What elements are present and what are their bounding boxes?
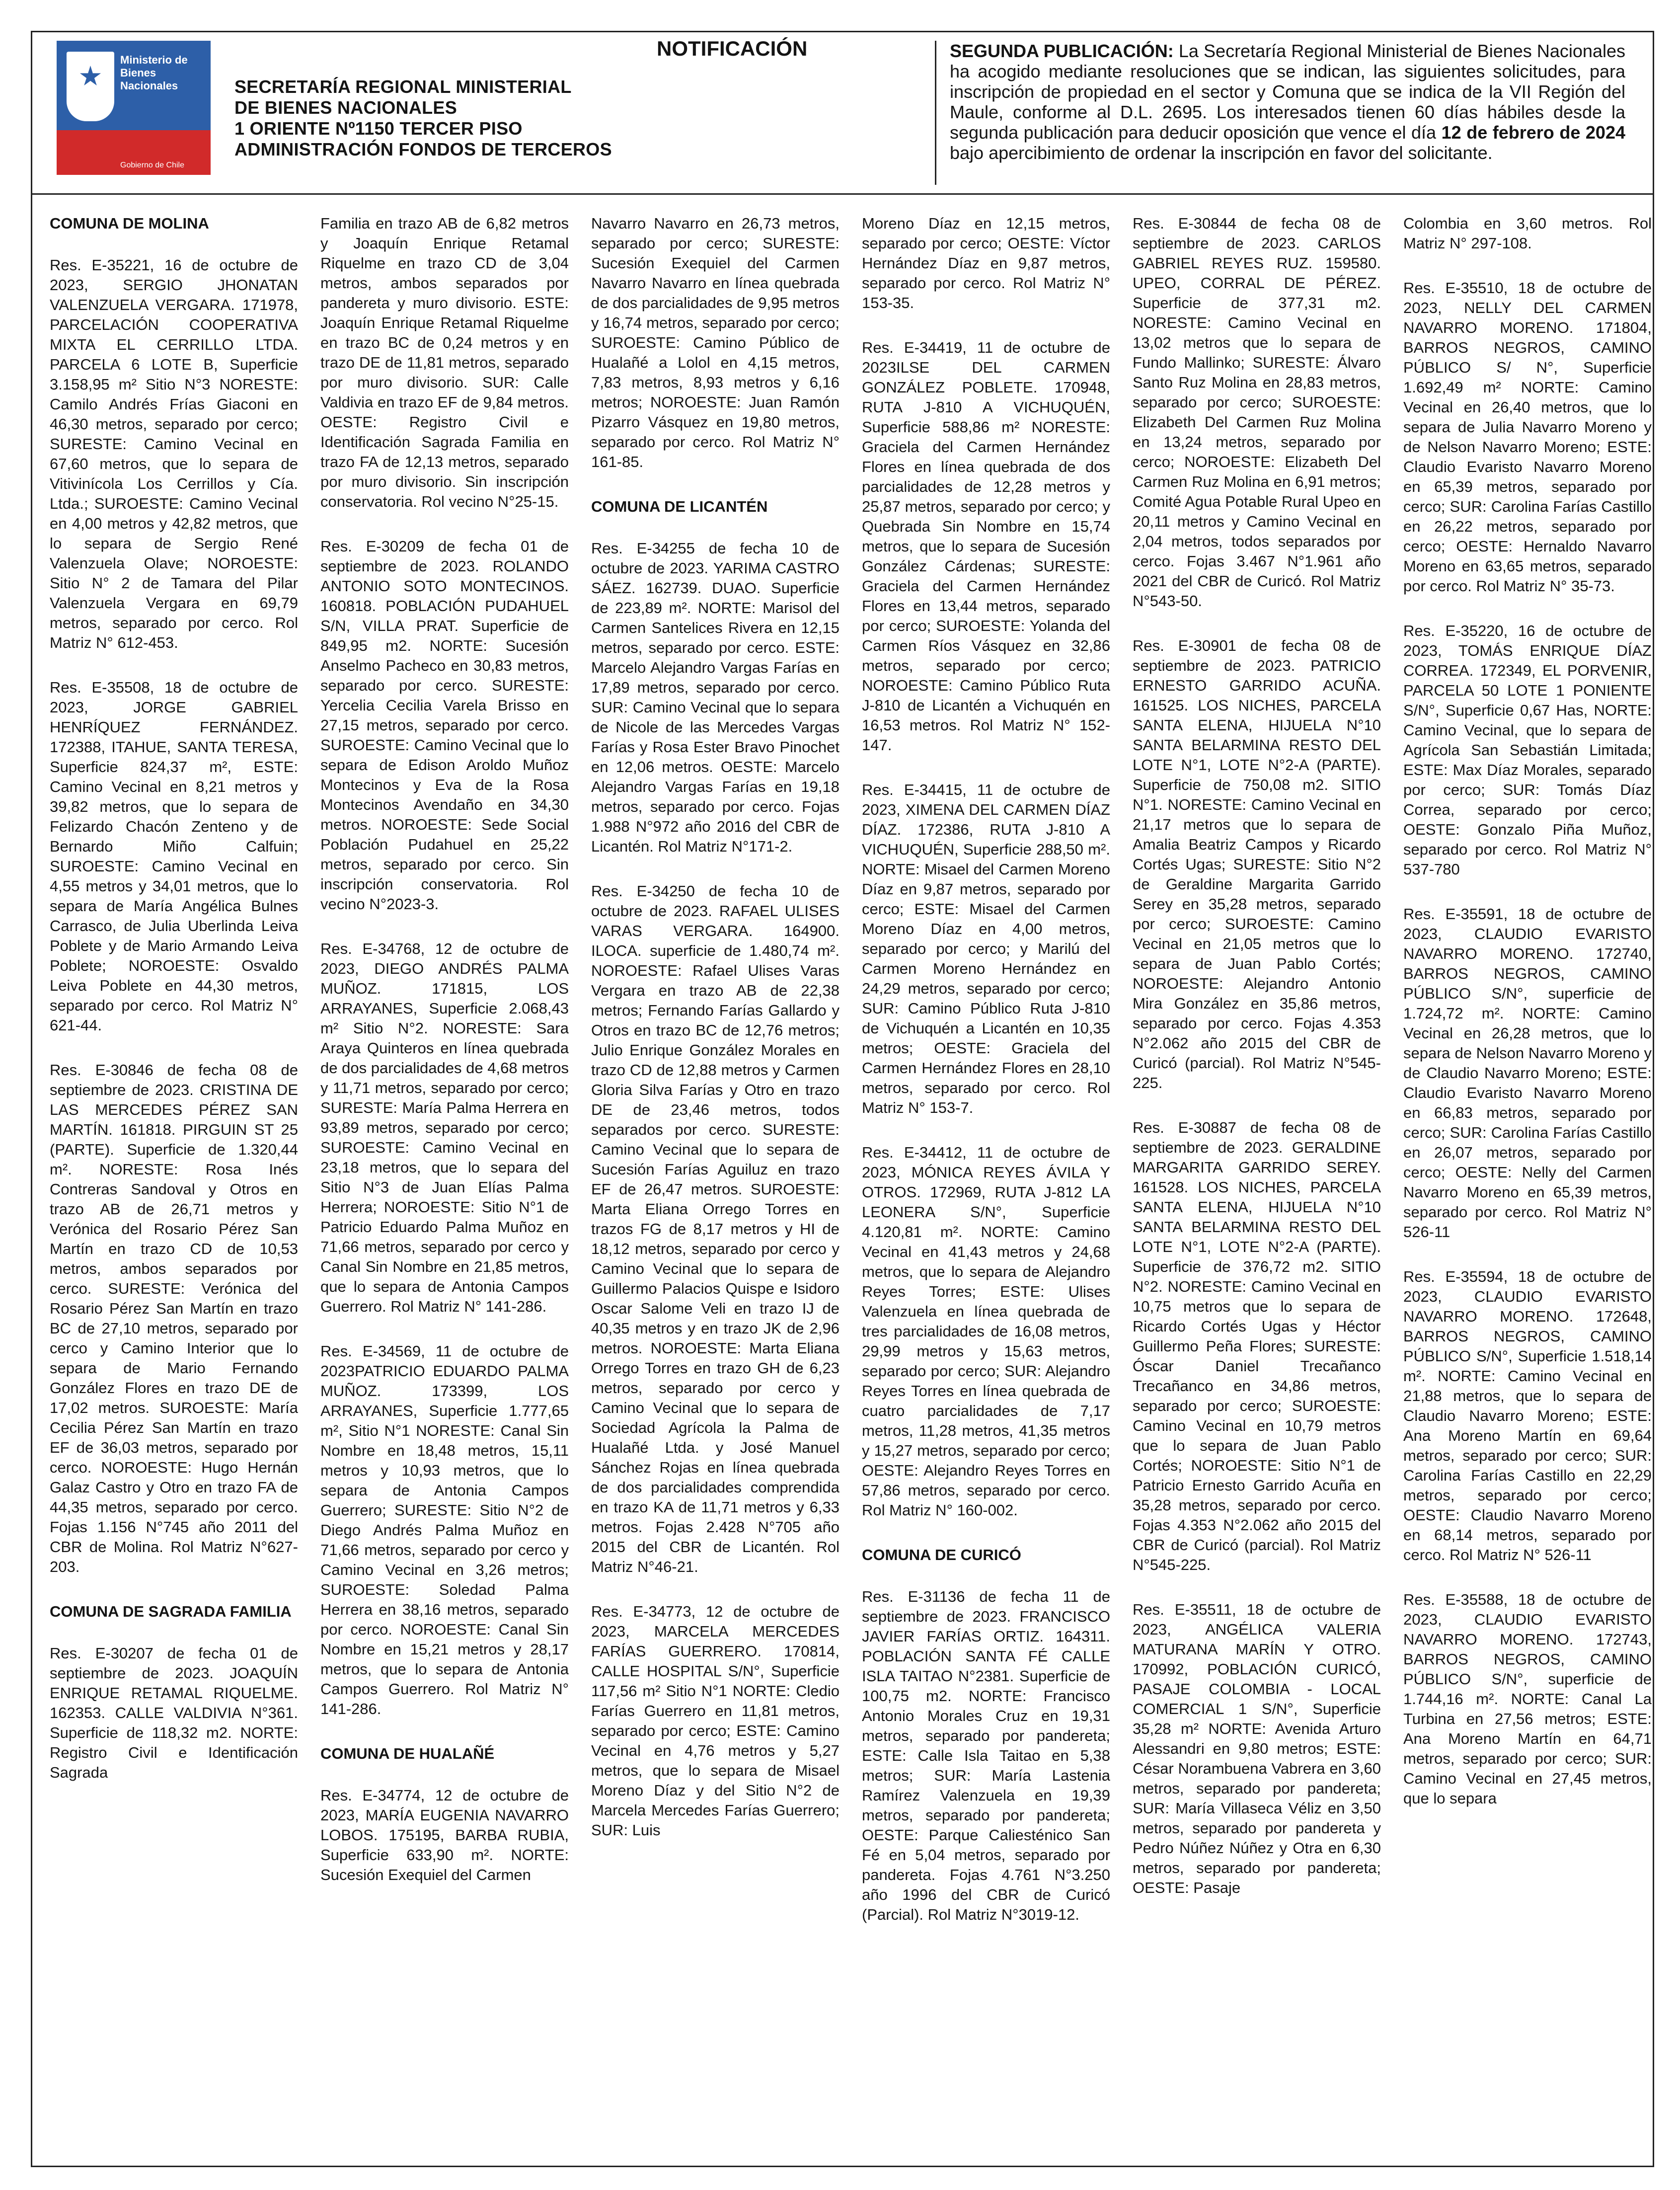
column [591,214,840,2151]
org-line: DE BIENES NACIONALES [234,97,458,118]
column [320,214,569,2151]
coat-of-arms-icon [67,52,114,121]
resolution-entry: Res. E-34415, 11 de octubre de 2023, XIMENA DEL CARMEN DÍAZ DÍAZ. 172386, RUTA J-810 A VICHUQUÉN, Superficie 288,50 m². NORTE: Misael del Carmen Moreno Díaz en 9,87 metros, separado por cerco; ESTE: Misael del Carmen Moreno Díaz en 4,00 metros, separado por cerco; y Marilú del Carmen Moreno Hernández en 24,29 metros, separado por cerco; SUR: Camino Público Ruta J-810 de Vichuquén a Licantén en 10,35 metros; OESTE: Graciela del Carmen Hernández Flores en 28,10 metros, separado por cerco. Rol Matriz N° 153-7. [862,781,1110,1116]
resolution-entry: Res. E-34419, 11 de octubre de 2023ILSE DEL CARMEN GONZÁLEZ POBLETE. 170948, RUTA J-810 A VICHUQUÉN, Superficie 588,86 m² NORESTE: Graciela del Carmen Hernández Flores en línea quebrada de dos parcialidades de 12,28 metros y 25,87 metros, separado por cerco; y Quebrada Sin Nombre en 15,74 metros, que lo separa de Sucesión González Cárdenas; SURESTE: Graciela del Carmen Hernández Flores en 13,44 metros, separado por cerco; SUROESTE: Yolanda del Carmen Ríos Vásquez en 32,86 metros, separado por cerco; NOROESTE: Camino Público Ruta J-810 de Licantén a Vichuquén en 16,53 metros. Rol Matriz N° 152-147. [862,339,1110,754]
resolution-entry: Res. E-30844 de fecha 08 de septiembre de 2023. CARLOS GABRIEL REYES RUZ. 159580. UPEO, CORRAL DE PÉREZ. Superficie de 377,31 m2. NORESTE: Camino Vecinal en 13,02 metros que lo separa de Fundo Mallinko; SURESTE: Álvaro Santo Ruz Molina en 28,83 metros, separado por cerco; SUROESTE: Elizabeth Del Carmen Ruz Molina en 13,24 metros, separado por cerco; NOROESTE: Elizabeth Del Carmen Ruz Molina en 6,91 metros; Comité Agua Potable Rural Upeo en 20,11 metros y Camino Vecinal en 2,04 metros, todos separados por cerco. Fojas 3.467 N°1.961 año 2021 del CBR de Curicó. Rol Matriz N°543-50. [1133,215,1381,610]
resolution-entry: Res. E-31136 de fecha 11 de septiembre de 2023. FRANCISCO JAVIER FARÍAS ORTIZ. 164311. POBLACIÓN SANTA FÉ CALLE ISLA TAITAO N°2381. Superficie de 100,75 m2. NORTE: Francisco Antonio Morales Cruz en 19,31 metros, separado por pandereta; ESTE: Calle Isla Taitao en 5,38 metros; SUR: María Lastenia Ramírez Valenzuela en 19,39 metros, separado por pandereta; OESTE: Parque Caliesténico San Fé en 5,04 metros, separado por pandereta. Fojas 4.761 N°3.250 año 1996 del CBR de Curicó (Parcial). Rol Matriz N°3019-12. [862,1588,1110,1923]
org-line: SECRETARÍA REGIONAL MINISTERIAL [234,77,572,97]
commune-heading: COMUNA DE SAGRADA FAMILIA [50,1603,292,1620]
notice-title: NOTIFICACIÓN [657,37,808,60]
column [862,214,1110,2151]
publication-tail: bajo apercibimiento de ordenar la inscripción en favor del solicitante. [950,143,1493,163]
notice-header [31,31,1654,195]
resolution-entry: Familia en trazo AB de 6,82 metros y Joaquín Enrique Retamal Riquelme en trazo CD de 3,04 metros, ambos separados por pandereta y muro divisorio. ESTE: Joaquín Enrique Retamal Riquelme en trazo BC de 0,24 metros y en trazo DE de 11,81 metros, separado por muro divisorio. SUR: Calle Valdivia en trazo EF de 9,84 metros. OESTE: Registro Civil e Identificación Sagrada Familia en trazo FA de 12,13 metros, separado por muro divisorio. Sin inscripción conservatoria. Rol vecino N°25-15. [320,215,569,510]
notice-columns [50,214,1652,2151]
resolution-entry: Res. E-34250 de fecha 10 de octubre de 2023. RAFAEL ULISES VARAS VERGARA. 164900. ILOCA. superficie de 1.480,74 m². NOROESTE: Rafael Ulises Varas Vergara en trazo AB de 22,38 metros; Fernando Farías Gallardo y Otros en trazo BC de 12,76 metros; Julio Enrique González Morales en trazo CD de 12,88 metros y Carmen Gloria Silva Farías y Otro en trazo DE de 23,46 metros, todos separados por cerco. SURESTE: Camino Vecinal que lo separa de Sucesión Farías Aguiluz en trazo EF de 26,47 metros. SUROESTE: Marta Eliana Orrego Torres en trazos FG de 8,17 metros y HI de 18,12 metros, separado por cerco y Camino Vecinal que lo separa de Guillermo Palacios Quispe e Isidoro Oscar Salome Veli en trazo IJ de 40,35 metros y en trazo JK de 2,96 metros. NOROESTE: Marta Eliana Orrego Torres en trazo GH de 6,23 metros, separado por cerco y Camino Vecinal que lo separa de Sociedad Agrícola la Palma de Hualañé Ltda. y José Manuel Sánchez Rojas en línea quebrada de dos parcialidades comprendida en trazo KA de 11,71 metros y 6,33 metros. Fojas 2.428 N°705 año 2015 del CBR de Licantén. Rol Matriz N°46-21. [591,882,840,1575]
resolution-entry: Res. E-34774, 12 de octubre de 2023, MARÍA EUGENIA NAVARRO LOBOS. 175195, BARBA RUBIA, Superficie 633,90 m². NORTE: Sucesión Exequiel del Carmen [320,1787,569,1883]
resolution-entry: Res. E-30209 de fecha 01 de septiembre de 2023. ROLANDO ANTONIO SOTO MONTECINOS. 160818. POBLACIÓN PUDAHUEL S/N, VILLA PRAT. Superficie de 849,95 m2. NORTE: Sucesión Anselmo Pacheco en 30,83 metros, separado por cerco. SURESTE: Yercelia Cecilia Varela Brisso en 27,15 metros, separado por cerco. SUROESTE: Camino Vecinal que lo separa de Edison Aroldo Muñoz Montecinos y Eva de la Rosa Montecinos Avendaño en 34,30 metros. NOROESTE: Sede Social Población Pudahuel en 25,22 metros, separado por cerco. Sin inscripción conservatoria. Rol vecino N°2023-3. [320,538,569,913]
ministry-logo [57,41,211,175]
resolution-entry: Navarro Navarro en 26,73 metros, separado por cerco; SURESTE: Sucesión Exequiel del Carmen Navarro Navarro en línea quebrada de dos parcialidades de 9,95 metros y 16,74 metros, separado por cerco; SUROESTE: Camino Público de Hualañé a Lolol en 4,15 metros, 7,83 metros, 8,93 metros y 6,16 metros; NOROESTE: Juan Ramón Pizarro Vásquez en 19,80 metros, separado por cerco. Rol Matriz N° 161-85. [591,215,840,470]
publication-deadline: 12 de febrero de 2024 [1441,122,1625,143]
resolution-entry: Res. E-30846 de fecha 08 de septiembre de 2023. CRISTINA DE LAS MERCEDES PÉREZ SAN MARTÍN. 161818. PIRGUIN ST 25 (PARTE). Superficie de 1.320,44 m². NORESTE: Rosa Inés Contreras Sandoval y Otros en trazo AB de 26,71 metros y Verónica del Rosario Pérez San Martín en trazo CD de 10,53 metros, ambos separados por cerco. SURESTE: Verónica del Rosario Pérez San Martín en trazo BC de 27,10 metros, separado por cerco y Camino Interior que lo separa de Mario Fernando González Flores en trazo DE de 17,02 metros. SUROESTE: María Cecilia Pérez San Martín en trazo EF de 36,03 metros, separado por cerco. NOROESTE: Hugo Hernán Galaz Castro y Otro en trazo FA de 44,35 metros, separado por cerco. Fojas 1.156 N°745 año 2011 del CBR de Molina. Rol Matriz N°627-203. [50,1061,298,1575]
org-line: 1 ORIENTE Nº1150 TERCER PISO [234,118,523,139]
resolution-entry: Res. E-35221, 16 de octubre de 2023, SERGIO JHONATAN VALENZUELA VERGARA. 171978, PARCELACIÓN COOPERATIVA MIXTA EL CERRILLO LTDA. PARCELA 6 LOTE B, Superficie 3.158,95 m² Sitio N°3 NORESTE: Camilo Andrés Frías Giaconi en 46,30 metros, separado por cerco; SURESTE: Camino Vecinal en 67,60 metros, que lo separa de Vitivinícola Los Cerrillos y Cía. Ltda.; SUROESTE: Camino Vecinal en 4,00 metros y 42,82 metros, que lo separa de Sergio René Valenzuela Olave; NOROESTE: Sitio N° 2 de Tamara del Pilar Valenzuela Vergara en 69,79 metros, separado por cerco. Rol Matriz N° 612-453. [50,256,298,651]
publication-text: La Secretaría Regional Ministerial de Bienes Nacionales ha acogido mediante resoluciones que se indican, las siguientes solicitudes, para inscripción de propiedad en el sector y Comuna que se indica de la VII Región del Maule, conforme al D.L. 2695. Los interesados tienen 60 días hábiles desde la segunda publicación para deducir oposición que vence el día [950,41,1625,143]
resolution-entry: Res. E-34255 de fecha 10 de octubre de 2023. YARIMA CASTRO SÁEZ. 162739. DUAO. Superficie de 223,89 m². NORTE: Marisol del Carmen Santelices Rivera en 12,15 metros, separado por cerco. ESTE: Marcelo Alejandro Vargas Farías en 17,89 metros, separado por cerco. SUR: Camino Vecinal que lo separa de Nicole de las Mercedes Vargas Farías y Rosa Ester Bravo Pinochet en 12,06 metros. OESTE: Marcelo Alejandro Vargas Farías en 19,18 metros, separado por cerco. Fojas 1.988 N°972 año 2016 del CBR de Licantén. Rol Matriz N°171-2. [591,540,840,855]
resolution-entry: Res. E-35594, 18 de octubre de 2023, CLAUDIO EVARISTO NAVARRO MORENO. 172648, BARROS NEGROS, CAMINO PÚBLICO S/N°, Superficie 1.518,14 m². NORTE: Camino Vecinal en 21,88 metros, que lo separa de Claudio Navarro Moreno; ESTE: Ana Moreno Martín en 69,64 metros, separado por cerco; SUR: Carolina Farías Castillo en 22,29 metros, separado por cerco; OESTE: Claudio Navarro Moreno en 68,14 metros, separado por cerco. Rol Matriz N° 526-11 [1403,1268,1652,1564]
resolution-entry: Res. E-30207 de fecha 01 de septiembre de 2023. JOAQUÍN ENRIQUE RETAMAL RIQUELME. 162353. CALLE VALDIVIA N°361. Superficie de 118,32 m2. NORTE: Registro Civil e Identificación Sagrada [50,1644,298,1781]
resolution-entry: Res. E-34412, 11 de octubre de 2023, MÓNICA REYES ÁVILA Y OTROS. 172969, RUTA J-812 LA LEONERA S/N°, Superficie 4.120,81 m². NORTE: Camino Vecinal en 41,43 metros y 24,68 metros, que lo separa de Alejandro Reyes Torres; ESTE: Ulises Valenzuela en línea quebrada de tres parcialidades de 16,08 metros, 29,99 metros y 15,63 metros, separado por cerco; SUR: Alejandro Reyes Torres en línea quebrada de cuatro parcialidades de 7,17 metros, 11,28 metros, 41,35 metros y 15,27 metros, separado por cerco; OESTE: Alejandro Reyes Torres en 57,86 metros, separado por cerco. Rol Matriz N° 160-002. [862,1144,1110,1519]
resolution-entry: Res. E-35510, 18 de octubre de 2023, NELLY DEL CARMEN NAVARRO MORENO. 171804, BARROS NEGROS, CAMINO PÚBLICO S/ N°, Superficie 1.692,49 m² NORTE: Camino Vecinal en 26,40 metros, que lo separa de Julia Navarro Moreno y de Nelson Navarro Moreno; ESTE: Claudio Evaristo Navarro Moreno en 65,39 metros, separado por cerco; SUR: Carolina Farías Castillo en 26,22 metros, separado por cerco; OESTE: Hernaldo Navarro Moreno en 63,65 metros, separado por cerco. Rol Matriz N° 35-73. [1403,279,1652,595]
organization-block [234,77,612,160]
column [1133,214,1381,2151]
resolution-entry: Res. E-34768, 12 de octubre de 2023, DIEGO ANDRÉS PALMA MUÑOZ. 171815, LOS ARRAYANES, Superficie 2.068,43 m² Sitio N°2. NORESTE: Sara Araya Quinteros en línea quebrada de dos parcialidades de 4,68 metros y 11,71 metros, separado por cerco; SURESTE: María Palma Herrera en 93,89 metros, separado por cerco; SUROESTE: Camino Vecinal en 23,18 metros, que lo separa del Sitio N°3 de Juan Elías Palma Herrera; NOROESTE: Sitio N°1 de Patricio Eduardo Palma Muñoz en 71,66 metros, separado por cerco y Canal Sin Nombre en 21,85 metros, que lo separa de Antonia Campos Guerrero. Rol Matriz N° 141-286. [320,940,569,1315]
logo-footer: Gobierno de Chile [120,161,184,169]
resolution-entry: Res. E-35511, 18 de octubre de 2023, ANGÉLICA VALERIA MATURANA MARÍN Y OTRO. 170992, POBLACIÓN CURICÓ, PASAJE COLOMBIA - LOCAL COMERCIAL 1 S/N°, Superficie 35,28 m² NORTE: Avenida Arturo Alessandri en 9,80 metros; ESTE: César Norambuena Vabrera en 3,60 metros, separado por pandereta; SUR: María Villaseca Véliz en 3,50 metros, separado por pandereta y Pedro Núñez Núñez y Otra en 6,30 metros, separado por pandereta; OESTE: Pasaje [1133,1601,1381,1896]
resolution-entry: Res. E-35508, 18 de octubre de 2023, JORGE GABRIEL HENRÍQUEZ FERNÁNDEZ. 172388, ITAHUE, SANTA TERESA, Superficie 824,37 m², ESTE: Camino Vecinal en 8,21 metros y 39,82 metros, que lo separa de Felizardo Chacón Zenteno y de Bernardo Miño Calfuin; SUROESTE: Camino Vecinal en 4,55 metros y 34,01 metros, que lo separa de María Angélica Bulnes Carrasco, de Julia Uberlinda Leiva Poblete y de Mario Armando Leiva Poblete; NOROESTE: Osvaldo Leiva Poblete en 44,30 metros, separado por cerco. Rol Matriz N° 621-44. [50,679,298,1034]
resolution-entry: Res. E-34773, 12 de octubre de 2023, MARCELA MERCEDES FARÍAS GUERRERO. 170814, CALLE HOSPITAL S/N°, Superficie 117,56 m² Sitio N°1 NORTE: Cledio Farías Guerrero en 11,81 metros, separado por cerco; ESTE: Camino Vecinal en 4,76 metros y 5,27 metros, que lo separa de Misael Moreno Díaz y del Sitio N°2 de Marcela Mercedes Farías Guerrero; SUR: Luis [591,1603,840,1839]
resolution-entry: Res. E-30887 de fecha 08 de septiembre de 2023. GERALDINE MARGARITA GARRIDO SEREY. 161528. LOS NICHES, PARCELA SANTA ELENA, HIJUELA N°10 SANTA BELARMINA RESTO DEL LOTE N°1, LOTE N°2-A (PARTE). Superficie de 376,72 m2. SITIO N°2. NORESTE: Camino Vecinal en 10,75 metros que lo separa de Ricardo Cortés Ugas y Héctor Guillermo Peña Flores; SURESTE: Óscar Daniel Trecañanco Trecañanco en 34,86 metros, separado por cerco; SUROESTE: Camino Vecinal en 10,79 metros que lo separa de Juan Pablo Cortés; NOROESTE: Sitio N°1 de Patricio Ernesto Garrido Acuña en 35,28 metros, separado por cerco. Fojas 4.353 N°2.062 año 2015 del CBR de Curicó (parcial). Rol Matriz N°545-225. [1133,1119,1381,1573]
resolution-entry: Res. E-34569, 11 de octubre de 2023PATRICIO EDUARDO PALMA MUÑOZ. 173399, LOS ARRAYANES, Superficie 1.777,65 m², Sitio N°1 NORESTE: Canal Sin Nombre en 18,48 metros, 15,11 metros y 10,93 metros, que lo separa de Antonia Campos Guerrero; SURESTE: Sitio N°2 de Diego Andrés Palma Muñoz en 71,66 metros, separado por cerco y Camino Vecinal en 3,26 metros; SUROESTE: Soledad Palma Herrera en 38,16 metros, separado por cerco. NOROESTE: Canal Sin Nombre en 15,21 metros y 28,17 metros, que lo separa de Antonia Campos Guerrero. Rol Matriz N° 141-286. [320,1342,569,1718]
logo-text: Ministerio de Bienes Nacionales [120,54,188,92]
header-divider [935,41,936,185]
publication-label: SEGUNDA PUBLICACIÓN: [950,41,1174,61]
publication-notice [950,41,1625,163]
resolution-entry: Res. E-35588, 18 de octubre de 2023, CLAUDIO EVARISTO NAVARRO MORENO. 172743, BARROS NEGROS, CAMINO PÚBLICO S/N°, superficie de 1.744,16 m². NORTE: Canal La Turbina en 27,56 metros; ESTE: Ana Moreno Martín en 64,71 metros, separado por cerco; SUR: Camino Vecinal en 27,45 metros, que lo separa [1403,1591,1652,1807]
resolution-entry: Res. E-35220, 16 de octubre de 2023, TOMÁS ENRIQUE DÍAZ CORREA. 172349, EL PORVENIR, PARCELA 50 LOTE 1 PONIENTE S/N°, Superficie 0,67 Has, NORTE: Camino Vecinal, que lo separa de Agrícola San Sebastián Limitada; ESTE: Max Díaz Morales, separado por cerco; SUR: Tomás Díaz Correa, separado por cerco; OESTE: Gonzalo Piña Muñoz, separado por cerco. Rol Matriz N° 537-780 [1403,622,1652,878]
org-line: ADMINISTRACIÓN FONDOS DE TERCEROS [234,139,612,159]
commune-heading: COMUNA DE LICANTÉN [591,498,768,515]
resolution-entry: Colombia en 3,60 metros. Rol Matriz N° 297-108. [1403,215,1652,252]
commune-heading: COMUNA DE MOLINA [50,215,209,232]
resolution-entry: Moreno Díaz en 12,15 metros, separado por cerco; OESTE: Víctor Hernández Díaz en 9,87 metros, separado por cerco. Rol Matriz N° 153-35. [862,215,1110,312]
resolution-entry: Res. E-30901 de fecha 08 de septiembre de 2023. PATRICIO ERNESTO GARRIDO ACUÑA. 161525. LOS NICHES, PARCELA SANTA ELENA, HIJUELA N°10 SANTA BELARMINA RESTO DEL LOTE N°1, LOTE N°2-A (PARTE). Superficie de 750,08 m2. SITIO N°1. NORESTE: Camino Vecinal en 21,17 metros que lo separa de Amalia Beatriz Campos y Ricardo Cortés Ugas; SURESTE: Sitio N°2 de Geraldine Margarita Garrido Serey en 35,28 metros, separado por cerco; SUROESTE: Camino Vecinal en 21,05 metros que lo separa de Juan Pablo Cortés; NOROESTE: Alejandro Antonio Mira González en 35,86 metros, separado por cerco. Fojas 4.353 N°2.062 año 2015 del CBR de Curicó (parcial). Rol Matriz N°545-225. [1133,637,1381,1092]
column [50,214,298,2151]
resolution-entry: Res. E-35591, 18 de octubre de 2023, CLAUDIO EVARISTO NAVARRO MORENO. 172740, BARROS NEGROS, CAMINO PÚBLICO S/N°, superficie de 1.724,72 m². NORTE: Camino Vecinal en 26,28 metros, que lo separa de Nelson Navarro Moreno y de Claudio Navarro Moreno; ESTE: Claudio Evaristo Navarro Moreno en 66,83 metros, separado por cerco; SUR: Carolina Farías Castillo en 26,07 metros, separado por cerco; OESTE: Nelly del Carmen Navarro Moreno en 65,39 metros, separado por cerco. Rol Matriz N° 526-11 [1403,905,1652,1241]
column [1403,214,1652,2151]
commune-heading: COMUNA DE CURICÓ [862,1546,1021,1564]
commune-heading: COMUNA DE HUALAÑÉ [320,1745,495,1762]
